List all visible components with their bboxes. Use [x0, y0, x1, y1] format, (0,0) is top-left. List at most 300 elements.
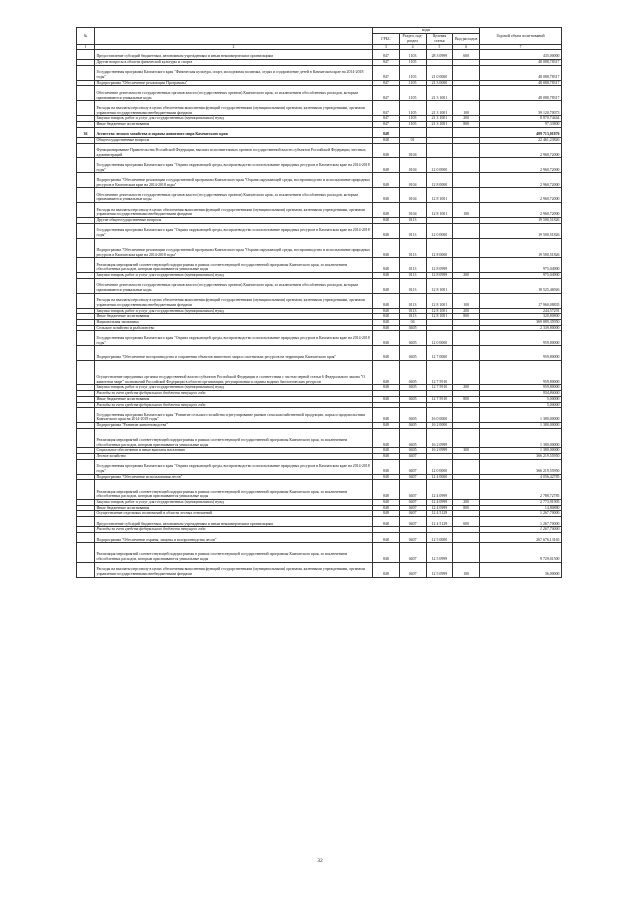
header-grbs: ГРБС — [373, 33, 400, 44]
table-row — [77, 188, 562, 203]
row-razdel: 0113 — [399, 238, 426, 258]
row-grbs: 848 — [373, 258, 400, 273]
row-razdel: 0104 — [399, 143, 426, 158]
row-razdel: 1105 — [399, 60, 426, 66]
row-name: Иные бюджетные ассигнования — [95, 505, 373, 511]
row-target-article: 21 3 1001 — [426, 101, 453, 116]
header-target-article: Целевая статья — [426, 33, 453, 44]
row-grbs: 848 — [373, 319, 400, 325]
row-razdel: 0104 — [399, 203, 426, 218]
budget-table — [76, 27, 562, 578]
row-razdel: 1105 — [399, 86, 426, 101]
row-number — [77, 86, 95, 101]
table-row — [77, 361, 562, 385]
row-razdel: 0113 — [399, 258, 426, 273]
table-row — [77, 173, 562, 188]
row-name: Осуществление отдельных полномочий в области лесных отношений — [95, 511, 373, 517]
row-sum: 48 088,78317 — [480, 86, 562, 101]
row-number — [77, 223, 95, 238]
row-number — [77, 346, 95, 361]
row-grbs: 848 — [373, 173, 400, 188]
table-row — [77, 101, 562, 116]
row-razdel: 1105 — [399, 80, 426, 86]
row-sum: 959,80000 — [480, 346, 562, 361]
row-number: 36 — [77, 127, 95, 137]
page-number: 32 — [317, 858, 323, 864]
row-name: Национальная экономика — [95, 319, 373, 325]
row-sum: 2 960,72000 — [480, 188, 562, 203]
row-number — [77, 480, 95, 500]
row-name: Расходы за счет средств федерального бюджета текущего года — [95, 402, 373, 408]
row-grbs: 848 — [373, 361, 400, 385]
row-razdel: 0407 — [399, 480, 426, 500]
colnum-1: 1 — [77, 45, 95, 50]
row-sum: 2 339,80000 — [480, 325, 562, 331]
row-sum: 244,57291 — [480, 308, 562, 314]
row-number — [77, 361, 95, 385]
row-sum: 320,80800 — [480, 314, 562, 320]
header-expense-type: Вид расходов — [453, 33, 480, 44]
row-sum: 36,00000 — [480, 562, 562, 577]
table-row — [77, 293, 562, 308]
table-row — [77, 223, 562, 238]
row-grbs: 848 — [373, 517, 400, 527]
row-expense-type — [453, 480, 480, 500]
row-razdel: 0405 — [399, 331, 426, 346]
table-row — [77, 459, 562, 474]
row-name: Обеспечение деятельности государственных органов власти (государственных органов) Камчатского края, за исключением обособленных расходов, которым присваиваются уникальные коды — [95, 278, 373, 293]
table-body — [77, 50, 562, 578]
table-row — [77, 480, 562, 500]
row-grbs: 847 — [373, 65, 400, 80]
row-sum: 5,00000 — [480, 402, 562, 408]
row-name: Реализация мероприятий соответствующей подпрограммы в рамках соответствующей государственной программы Камчатского края, за исключением обособленных расходов, которым присваиваются уникальные коды — [95, 543, 373, 563]
colnum-2: 2 — [95, 45, 373, 50]
row-razdel — [399, 127, 426, 137]
row-name: Реализация мероприятий соответствующей подпрограммы в рамках соответствующей государственной программы Камчатского края, за исключением обособленных расходов, которым присваиваются уникальные коды — [95, 480, 373, 500]
row-razdel: 0407 — [399, 511, 426, 517]
row-name: Закупка товаров, работ и услуг для государственных (муниципальных) нужд — [95, 500, 373, 506]
table-row — [77, 517, 562, 527]
row-number — [77, 173, 95, 188]
row-number — [77, 258, 95, 273]
row-sum: 19 500,51826 — [480, 218, 562, 224]
row-razdel: 0405 — [399, 428, 426, 448]
row-name: Расходы за счет средств федерального бюджета текущего года — [95, 527, 373, 533]
row-expense-type — [453, 65, 480, 80]
row-sum: 8 870,74444 — [480, 116, 562, 122]
row-target-article: 16 2 0999 — [426, 428, 453, 448]
row-name: Функционирование Правительства Российской Федерации, высших исполнительных органов государственной власти субъектов Российской Федерации, местных администраций — [95, 143, 373, 158]
row-name: Лесное хозяйство — [95, 454, 373, 460]
row-expense-type: 200 — [453, 500, 480, 506]
row-sum: 48 088,78317 — [480, 65, 562, 80]
row-sum: 959,80000 — [480, 385, 562, 391]
table-row — [77, 143, 562, 158]
row-grbs: 847 — [373, 101, 400, 116]
row-target-article: 12 8 0999 — [426, 258, 453, 273]
row-target-article: 12 8 0000 — [426, 238, 453, 258]
row-target-article: 12 8 1001 — [426, 308, 453, 314]
row-name: Подпрограмма "Развитие животноводства" — [95, 423, 373, 429]
row-target-article — [426, 127, 453, 137]
row-name: Другие вопросы в области физической культуры и спорта — [95, 60, 373, 66]
row-number — [77, 188, 95, 203]
row-sum: 1 267,70000 — [480, 527, 562, 533]
row-expense-type — [453, 258, 480, 273]
row-grbs: 848 — [373, 408, 400, 423]
header-sum: Годовой объем ассигнований — [480, 28, 562, 45]
row-razdel: 0407 — [399, 459, 426, 474]
row-target-article: 12 4 5129 — [426, 511, 453, 517]
row-razdel: 0104 — [399, 173, 426, 188]
row-target-article: 12 0 0000 — [426, 158, 453, 173]
row-target-article: 16 2 0999 — [426, 448, 453, 454]
row-grbs: 848 — [373, 346, 400, 361]
header-razdel: Раздел, под-раздел — [399, 33, 426, 44]
row-name: Государственная программа Камчатского края "Развитие сельского хозяйства и регулирование рынков сельскохозяйственной продукции, сырья и продовольствия Камчатского края на 2014-2018 годы" — [95, 408, 373, 423]
row-razdel: 0405 — [399, 423, 426, 429]
row-name: Сельское хозяйство и рыболовство — [95, 325, 373, 331]
header-no: № — [77, 28, 95, 45]
row-expense-type — [453, 346, 480, 361]
row-target-article: 28 3 0999 — [426, 50, 453, 60]
row-sum: 22 461,23826 — [480, 137, 562, 143]
row-grbs: 848 — [373, 273, 400, 279]
row-sum: 2 960,72000 — [480, 143, 562, 158]
row-sum: 267 676,13165 — [480, 533, 562, 543]
row-sum: 2 960,72000 — [480, 158, 562, 173]
row-razdel: 0104 — [399, 188, 426, 203]
row-expense-type — [453, 143, 480, 158]
row-target-article: 12 7 5910 — [426, 385, 453, 391]
row-razdel: 0113 — [399, 218, 426, 224]
row-sum: 2 773,91905 — [480, 500, 562, 506]
row-grbs: 848 — [373, 423, 400, 429]
row-grbs: 847 — [373, 50, 400, 60]
row-name: Государственная программа Камчатского края "Охрана окружающей среды, воспроизводство и использование природных ресурсов в Камчатском крае на 2014-2018 годы" — [95, 223, 373, 238]
table-row — [77, 408, 562, 423]
row-target-article: 12 5 0999 — [426, 543, 453, 563]
row-grbs: 848 — [373, 385, 400, 391]
row-target-article: 12 8 1001 — [426, 314, 453, 320]
row-sum: 975,04900 — [480, 258, 562, 273]
row-grbs: 848 — [373, 454, 400, 460]
table-row — [77, 86, 562, 101]
row-grbs: 848 — [373, 293, 400, 308]
row-grbs: 848 — [373, 218, 400, 224]
row-grbs: 848 — [373, 562, 400, 577]
row-grbs: 848 — [373, 500, 400, 506]
row-razdel: 0407 — [399, 454, 426, 460]
row-razdel: 0405 — [399, 325, 426, 331]
row-name: Закупка товаров, работ и услуг для государственных (муниципальных) нужд — [95, 308, 373, 314]
row-sum: 959,80000 — [480, 331, 562, 346]
row-grbs: 848 — [373, 396, 400, 402]
row-grbs: 848 — [373, 533, 400, 543]
row-sum: 39 120,70073 — [480, 101, 562, 116]
row-name: Агентство лесного хозяйства и охраны животного мира Камчатского края — [95, 127, 373, 137]
row-sum: 366 219,55950 — [480, 459, 562, 474]
row-number — [77, 543, 95, 563]
row-number — [77, 562, 95, 577]
row-name: Расходы на выплаты персоналу в целях обеспечения выполнения функций государственными (муниципальными) органами, казенными учреждениями, органами управления государственными внебюджетными фондами — [95, 293, 373, 308]
row-sum: 18 525,46926 — [480, 278, 562, 293]
row-target-article: 12 4 0999 — [426, 505, 453, 511]
row-name: Расходы на выплаты персоналу в целях обеспечения выполнения функций государственными (муниципальными) органами, казенными учреждениями, органами управления государственными внебюджетными фондами — [95, 562, 373, 577]
row-razdel: 0113 — [399, 273, 426, 279]
table-row — [77, 50, 562, 60]
row-razdel: 0113 — [399, 293, 426, 308]
row-name: Закупка товаров, работ и услуг для государственных (муниципальных) нужд — [95, 116, 373, 122]
colnum-3: 3 — [373, 45, 400, 50]
row-name: Подпрограмма "Обеспечение использования лесов" — [95, 474, 373, 480]
row-expense-type: 200 — [453, 273, 480, 279]
row-target-article: 12 0 0000 — [426, 459, 453, 474]
colnum-7: 7 — [480, 45, 562, 50]
row-sum: 14,80880 — [480, 505, 562, 511]
row-number — [77, 50, 95, 60]
row-name: Социальное обеспечение и иные выплаты населению — [95, 448, 373, 454]
row-expense-type — [453, 188, 480, 203]
row-expense-type — [453, 173, 480, 188]
row-grbs: 848 — [373, 143, 400, 158]
row-target-article — [426, 143, 453, 158]
row-name: Государственная программа Камчатского края "Охрана окружающей среды, воспроизводство и использование природных ресурсов в Камчатском крае на 2014-2018 годы" — [95, 331, 373, 346]
row-target-article: 21 3 1001 — [426, 121, 453, 127]
row-razdel: 1105 — [399, 65, 426, 80]
row-name: Общегосударственные вопросы — [95, 137, 373, 143]
row-target-article: 12 8 1001 — [426, 188, 453, 203]
row-grbs: 848 — [373, 203, 400, 218]
row-razdel: 0407 — [399, 517, 426, 527]
row-grbs: 848 — [373, 137, 400, 143]
row-name: Закупка товаров, работ и услуг для государственных (муниципальных) нужд — [95, 273, 373, 279]
row-expense-type — [453, 86, 480, 101]
row-expense-type — [453, 533, 480, 543]
row-grbs: 848 — [373, 511, 400, 517]
row-expense-type: 300 — [453, 448, 480, 454]
table-row — [77, 158, 562, 173]
header-name — [95, 28, 373, 45]
row-grbs: 848 — [373, 223, 400, 238]
table-header — [77, 28, 562, 50]
row-expense-type: 100 — [453, 562, 480, 577]
table-row — [77, 331, 562, 346]
row-razdel: 0405 — [399, 385, 426, 391]
row-number — [77, 331, 95, 346]
row-razdel: 0405 — [399, 361, 426, 385]
row-expense-type: 600 — [453, 50, 480, 60]
table-row — [77, 203, 562, 218]
row-sum: 1 267,70000 — [480, 511, 562, 517]
row-razdel: 0113 — [399, 314, 426, 320]
row-target-article: 21 3 0000 — [426, 80, 453, 86]
row-name: Подпрограмма "Обеспечение реализации государственной программы Камчатского края "Охрана окружающей среды, воспроизводство и использование природных ресурсов в Камчатском крае на 2014-2018 годы" — [95, 173, 373, 188]
row-expense-type — [453, 408, 480, 423]
row-expense-type: 800 — [453, 121, 480, 127]
row-name: Обеспечение деятельности государственных органов власти (государственных органов) Камчатского края, за исключением обособленных расходов, которым присваиваются уникальные коды — [95, 86, 373, 101]
row-grbs: 847 — [373, 116, 400, 122]
row-razdel: 1105 — [399, 101, 426, 116]
row-sum: 366 219,55950 — [480, 454, 562, 460]
row-target-article: 12 7 5910 — [426, 361, 453, 385]
row-name: Другие общегосударственные вопросы — [95, 218, 373, 224]
row-sum: 19 500,51826 — [480, 223, 562, 238]
row-name: Реализация мероприятий соответствующей подпрограммы в рамках соответствующей государственной программы Камчатского края, за исключением обособленных расходов, которым присваиваются уникальные коды — [95, 428, 373, 448]
row-sum: 4 056,42785 — [480, 474, 562, 480]
row-target-article: 12 8 1001 — [426, 203, 453, 218]
row-number — [77, 459, 95, 474]
row-sum: 959,80000 — [480, 361, 562, 385]
row-expense-type: 200 — [453, 308, 480, 314]
row-number — [77, 517, 95, 527]
table-row — [77, 562, 562, 577]
row-grbs: 848 — [373, 474, 400, 480]
row-name: Расходы на выплаты персоналу в целях обеспечения выполнения функций государственными (муниципальными) органами, казенными учреждениями, органами управления государственными внебюджетными фондами — [95, 101, 373, 116]
table-row — [77, 543, 562, 563]
row-target-article: 12 8 1001 — [426, 278, 453, 293]
row-name: Государственная программа Камчатского края "Охрана окружающей среды, воспроизводство и использование природных ресурсов в Камчатском крае на 2014-2018 годы" — [95, 459, 373, 474]
row-expense-type — [453, 238, 480, 258]
row-sum: 97,33800 — [480, 121, 562, 127]
row-razdel: 0405 — [399, 346, 426, 361]
row-target-article: 12 5 0000 — [426, 533, 453, 543]
row-razdel: 0113 — [399, 223, 426, 238]
row-razdel: 0407 — [399, 474, 426, 480]
row-target-article: 21 0 0000 — [426, 65, 453, 80]
row-number — [77, 203, 95, 218]
row-name: Закупка товаров, работ и услуг для государственных (муниципальных) нужд — [95, 385, 373, 391]
row-name: Подпрограмма "Обеспечение реализации Программы" — [95, 80, 373, 86]
row-razdel: 0405 — [399, 448, 426, 454]
row-razdel: 0407 — [399, 500, 426, 506]
row-razdel: 0113 — [399, 278, 426, 293]
row-target-article: 12 0 0000 — [426, 331, 453, 346]
row-grbs: 848 — [373, 459, 400, 474]
row-target-article: 12 7 0000 — [426, 346, 453, 361]
row-sum: 1 380,00000 — [480, 423, 562, 429]
row-razdel: 01 — [399, 137, 426, 143]
row-grbs: 848 — [373, 238, 400, 258]
row-sum: 48 088,78317 — [480, 80, 562, 86]
row-name: Обеспечение деятельности государственных органов власти (государственных органов) Камчатского края, за исключением обособленных расходов, которым присваиваются уникальные коды — [95, 188, 373, 203]
row-sum: 435,00000 — [480, 50, 562, 60]
row-grbs: 847 — [373, 86, 400, 101]
row-target-article: 12 5 0999 — [426, 562, 453, 577]
row-expense-type: 200 — [453, 116, 480, 122]
row-sum: 1 380,00000 — [480, 408, 562, 423]
row-grbs: 848 — [373, 188, 400, 203]
row-sum: 5,00000 — [480, 396, 562, 402]
row-grbs: 848 — [373, 448, 400, 454]
row-name: Иные бюджетные ассигнования — [95, 314, 373, 320]
table-row — [77, 428, 562, 448]
colnum-5: 5 — [426, 45, 453, 50]
row-name: Подпрограмма "Обеспечение охраны, защиты и воспроизводства лесов" — [95, 533, 373, 543]
document-page — [76, 27, 562, 578]
row-number — [77, 101, 95, 116]
row-number — [77, 428, 95, 448]
row-target-article: 12 4 0999 — [426, 500, 453, 506]
row-grbs: 848 — [373, 158, 400, 173]
row-sum: 2 960,72000 — [480, 173, 562, 188]
row-target-article: 12 4 0000 — [426, 474, 453, 480]
row-name: Расходы на выплаты персоналу в целях обеспечения выполнения функций государственными (муниципальными) органами, казенными учреждениями, органами управления государственными внебюджетными фондами — [95, 203, 373, 218]
row-target-article: 12 4 5129 — [426, 517, 453, 527]
row-grbs: 847 — [373, 80, 400, 86]
row-sum: 17 960,08835 — [480, 293, 562, 308]
table-row — [77, 258, 562, 273]
row-name: Предоставление субсидий бюджетным, автономным учреждениям и иным некоммерческим организациям — [95, 50, 373, 60]
row-grbs: 847 — [373, 60, 400, 66]
row-name: Осуществление переданных органам государственной власти субъектов Российской Федерации в соответствии с частью первой статьи 6 Федерального закона "О животном мире" полномочий Российской Федерации в области организации, регулирования и охраны водных биологических ресурсов — [95, 361, 373, 385]
row-grbs: 848 — [373, 314, 400, 320]
row-expense-type: 800 — [453, 396, 480, 402]
row-sum: 369 889,35950 — [480, 319, 562, 325]
row-number — [77, 408, 95, 423]
row-expense-type — [453, 543, 480, 563]
row-grbs: 848 — [373, 480, 400, 500]
row-target-article: 12 4 0999 — [426, 480, 453, 500]
row-sum: 975,04900 — [480, 273, 562, 279]
row-sum: 1 380,00000 — [480, 448, 562, 454]
row-expense-type: 800 — [453, 505, 480, 511]
row-expense-type — [453, 278, 480, 293]
row-target-article: 12 8 0999 — [426, 273, 453, 279]
row-razdel: 0407 — [399, 562, 426, 577]
row-expense-type — [453, 428, 480, 448]
row-number — [77, 143, 95, 158]
row-name: Реализация мероприятий соответствующей подпрограммы в рамках соответствующей государственной программы Камчатского края, за исключением обособленных расходов, которым присваиваются уникальные коды — [95, 258, 373, 273]
row-name: Государственная программа Камчатского края "Физическая культура, спорт, молодежная политика, отдых и оздоровление детей в Камчатском крае на 2014-2018 годы" — [95, 65, 373, 80]
row-target-article: 21 3 1001 — [426, 116, 453, 122]
row-sum: 1 380,00000 — [480, 428, 562, 448]
row-target-article: 12 7 5910 — [426, 396, 453, 402]
row-expense-type: 600 — [453, 517, 480, 527]
row-name: Расходы за счет средств федерального бюджета текущего года — [95, 391, 373, 397]
row-expense-type — [453, 127, 480, 137]
row-expense-type: 100 — [453, 203, 480, 218]
row-number — [77, 293, 95, 308]
row-name: Подпрограмма "Обеспечение реализации государственной программы Камчатского края "Охрана окружающей среды, воспроизводство и использование природных ресурсов в Камчатском крае на 2014-2018 годы" — [95, 238, 373, 258]
table-row — [77, 238, 562, 258]
row-razdel: 0405 — [399, 408, 426, 423]
row-sum: 1 267,70000 — [480, 517, 562, 527]
row-name: Подпрограмма "Обеспечение воспроизводства и сохранения объектов животного мира и охотничьих ресурсов на территории Камчатского края" — [95, 346, 373, 361]
row-razdel: 04 — [399, 319, 426, 325]
header-row-1 — [77, 28, 562, 34]
row-grbs: 848 — [373, 325, 400, 331]
row-sum: 9 729,01500 — [480, 543, 562, 563]
row-razdel: 1103 — [399, 50, 426, 60]
row-target-article: 21 3 1001 — [426, 86, 453, 101]
row-expense-type — [453, 459, 480, 474]
row-grbs: 848 — [373, 428, 400, 448]
row-number — [77, 238, 95, 258]
row-name: Иные бюджетные ассигнования — [95, 121, 373, 127]
row-expense-type: 100 — [453, 293, 480, 308]
row-target-article: 16 0 0000 — [426, 408, 453, 423]
row-expense-type — [453, 331, 480, 346]
row-grbs: 848 — [373, 308, 400, 314]
row-razdel: 0405 — [399, 396, 426, 402]
row-sum: 954,80000 — [480, 391, 562, 397]
table-row — [77, 278, 562, 293]
header-codes: коды — [373, 28, 480, 34]
row-sum: 409 713,01876 — [480, 127, 562, 137]
row-grbs: 848 — [373, 331, 400, 346]
